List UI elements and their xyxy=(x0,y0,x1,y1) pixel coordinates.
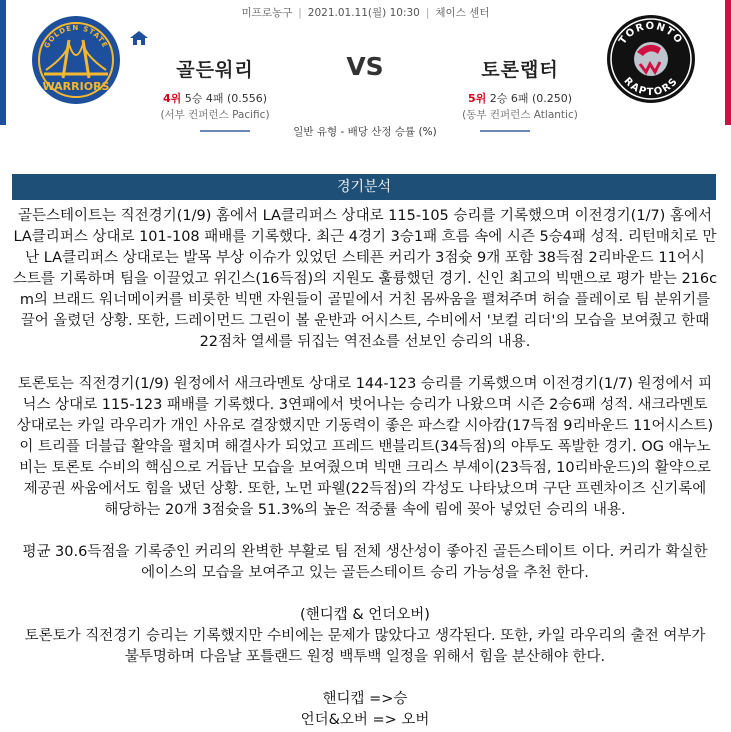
away-team-info xyxy=(455,55,585,122)
text-line: LA클리퍼스 상대로 101-108 패배를 기록했다. 최근 4경기 3승1패 흐름 속에 시즌 5승4패 성적. 리턴매치로 만 xyxy=(13,229,717,245)
pick-underover: 언더&오버 => 오버 xyxy=(300,712,430,728)
venue-label: 체이스 센터 xyxy=(435,7,490,19)
text-line: 비는 토론토 수비의 핵심으로 거듭난 모습을 보여줬으며 빅맨 크리스 부셰이(23득점, 10리바운드)의 활약으로 xyxy=(19,460,711,476)
text-line: 닉스 상대로 115-123 패배를 기록했다. 3연패에서 벗어나는 승리가 나왔으며 시즌 2승6패 성적. 새크라멘토 xyxy=(22,397,708,413)
text-line: (핸디캡 & 언더오버) xyxy=(300,607,430,623)
bet-type-divider-right xyxy=(480,130,530,132)
text-line: 22점차 열세를 뒤집는 역전쇼를 선보인 승리의 내용. xyxy=(199,334,531,350)
away-team-conference: (동부 컨퍼런스 Atlantic) xyxy=(462,109,578,121)
bet-type-divider-left xyxy=(200,130,250,132)
analysis-paragraph-away xyxy=(6,374,724,521)
warriors-logo xyxy=(30,14,122,106)
svg-text:RAPTORS: RAPTORS xyxy=(621,75,681,99)
svg-text:TORONTO: TORONTO xyxy=(617,20,685,47)
text-line: 제공권 싸움에서도 힘을 냈던 상황. 또한, 노먼 파웰(22득점)의 각성도 나타났으며 구단 프렌차이즈 신기록에 xyxy=(23,481,707,497)
text-line: 스트를 기록하며 팀을 이끌었고 위긴스(16득점)의 지원도 훌륭했던 경기. 신인 최고의 빅맨으로 평가 받는 216c xyxy=(12,271,718,287)
bet-type-label: 일반 유형 - 배당 산정 승률 (%) xyxy=(293,126,437,138)
away-team-record xyxy=(455,90,585,106)
analysis-paragraph-picks xyxy=(6,689,724,731)
analysis-paragraph-summary xyxy=(6,542,724,584)
away-team-name[interactable]: 토론랩터 xyxy=(481,59,559,81)
svg-text:GOLDEN STATE: GOLDEN STATE xyxy=(42,23,110,50)
league-label: 미프로농구 xyxy=(241,7,293,19)
analysis-body xyxy=(6,206,724,731)
analysis-section-header: 경기분석 xyxy=(12,174,716,200)
raptors-logo xyxy=(606,14,696,104)
text-line: 토론토가 직전경기 승리는 기록했지만 수비에는 문제가 많았다고 생각된다. 또한, 카일 라우리의 출전 여부가 xyxy=(24,628,706,644)
svg-text:WARRIORS: WARRIORS xyxy=(42,80,110,93)
text-line: 끌어 올렸던 상황. 또한, 드레이먼드 그린이 볼 운반과 어시스트, 수비에서 '보컬 리더'의 모습을 보여줬고 한때 xyxy=(20,313,710,329)
text-line: 평균 30.6득점을 기록중인 커리의 완벽한 부활로 팀 전체 생산성이 좋아진 골든스테이트 이다. 커리가 확실한 xyxy=(22,544,708,560)
home-team-conference: (서부 컨퍼런스 Pacific) xyxy=(160,109,270,121)
away-team-wl: 2승 6패 (0.250) xyxy=(489,92,573,105)
home-team-info xyxy=(150,55,280,122)
match-meta: 미프로농구 | 2021.01.11(월) 10:30 | 체이스 센터 xyxy=(241,7,490,19)
text-line: 상대로는 카일 라우리가 개인 사유로 결장했지만 기동력이 좋은 파스칼 시아캄(17득점 9리바운드 11어시스트) xyxy=(16,418,714,434)
text-line: 골든스테이트는 직전경기(1/9) 홈에서 LA클리퍼스 상대로 115-105 승리를 기록했으며 이전경기(1/7) 홈에서 xyxy=(18,208,712,224)
home-team-name[interactable]: 골든워리 xyxy=(176,59,254,81)
text-line: 에이스의 모습을 보여주고 있는 골든스테이트 승리 가능성을 추천 한다. xyxy=(141,565,589,581)
text-line: 난 LA클리퍼스 상대로는 발목 부상 이슈가 있었던 스테픈 커리가 3점슛 9개 포함 38득점 2리바운드 11어시 xyxy=(25,250,705,266)
home-team-wl: 5승 4패 (0.556) xyxy=(184,92,268,105)
away-team-rank: 5위 xyxy=(467,92,487,105)
analysis-paragraph-home xyxy=(6,206,724,353)
text-line: 이 트리플 더블급 활약을 펼치며 해결사가 되었고 프레드 밴블리트(34득점)의 야투도 폭발한 경기. OG 애누노 xyxy=(19,439,711,455)
home-team-record xyxy=(150,90,280,106)
home-team-rank: 4위 xyxy=(162,92,182,105)
text-line: 해당하는 20개 3점슛을 51.3%의 높은 적중률 속에 림에 꽂아 넣었던 승리의 내용. xyxy=(104,502,626,518)
home-icon[interactable] xyxy=(129,30,149,46)
text-line: 토론토는 직전경기(1/9) 원정에서 새크라멘토 상대로 144-123 승리를 기록했으며 이전경기(1/7) 원정에서 피 xyxy=(17,376,713,392)
pick-handicap: 핸디캡 =>승 xyxy=(322,691,408,707)
text-line: 불투명하며 다음날 포틀랜드 원정 백투백 일정을 위해서 힘을 분산해야 한다. xyxy=(124,649,606,665)
versus-label: VS xyxy=(346,52,384,81)
text-line: m의 브래드 워너메이커를 비롯한 빅맨 자원들이 골밑에서 거친 몸싸움을 펼쳐주며 허슬 플레이로 팀 분위기를 xyxy=(19,292,711,308)
analysis-paragraph-handicap xyxy=(6,605,724,668)
match-datetime: 2021.01.11(월) 10:30 xyxy=(307,7,420,19)
